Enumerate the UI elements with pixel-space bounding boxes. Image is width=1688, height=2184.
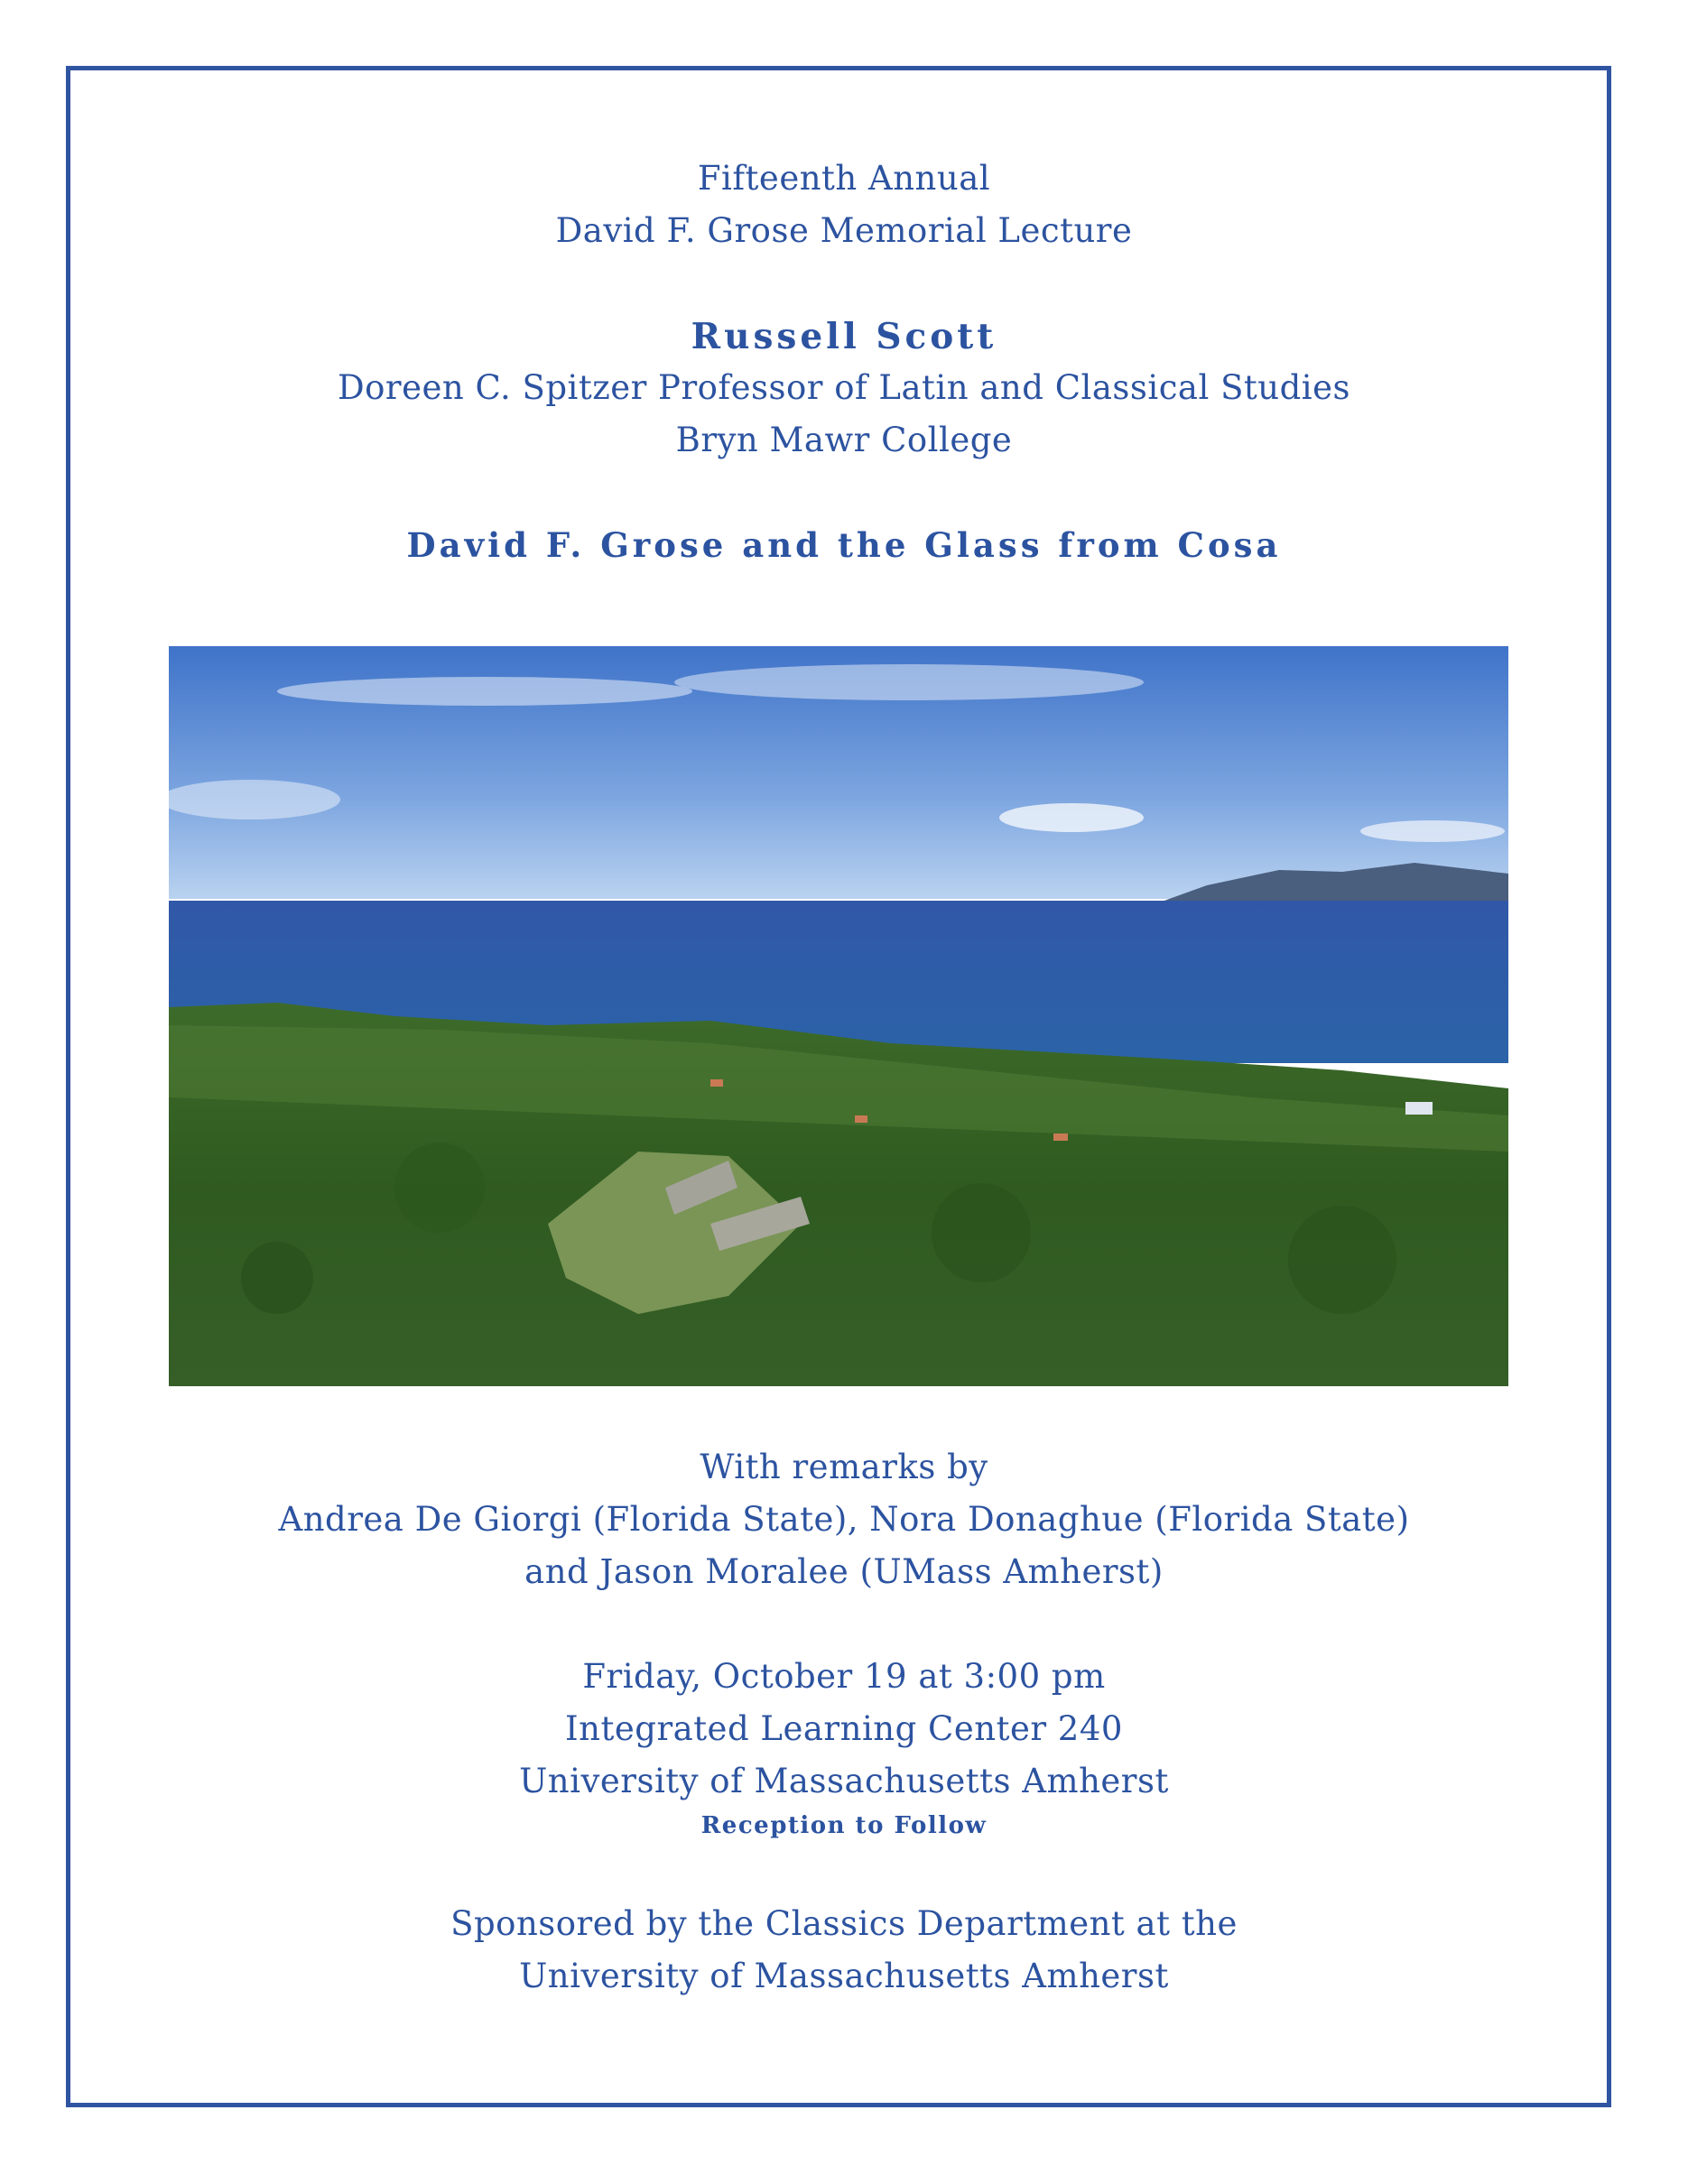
remarks-speakers-line1: Andrea De Giorgi (Florida State), Nora Donaghue (Florida State) bbox=[278, 1500, 1410, 1539]
lecture-title: David F. Grose and the Glass from Cosa bbox=[406, 525, 1282, 565]
event-room: Integrated Learning Center 240 bbox=[565, 1709, 1123, 1748]
remarks-intro: With remarks by bbox=[700, 1448, 988, 1486]
event-university: University of Massachusetts Amherst bbox=[519, 1762, 1169, 1800]
speaker-name: Russell Scott bbox=[691, 316, 997, 357]
speaker-institution: Bryn Mawr College bbox=[675, 421, 1013, 459]
remarks-speakers-line2: and Jason Moralee (UMass Amherst) bbox=[524, 1552, 1164, 1591]
lecture-series-name: David F. Grose Memorial Lecture bbox=[555, 211, 1133, 250]
landscape-image bbox=[169, 646, 1508, 1386]
sponsor-line1: Sponsored by the Classics Department at the bbox=[450, 1904, 1238, 1943]
speaker-title: Doreen C. Spitzer Professor of Latin and Classical Studies bbox=[337, 368, 1351, 407]
lecture-series-ordinal: Fifteenth Annual bbox=[697, 159, 991, 198]
cosa-aerial-photo bbox=[169, 646, 1508, 1386]
event-datetime: Friday, October 19 at 3:00 pm bbox=[582, 1657, 1106, 1696]
reception-note: Reception to Follow bbox=[700, 1812, 988, 1839]
sponsor-line2: University of Massachusetts Amherst bbox=[519, 1957, 1169, 1995]
